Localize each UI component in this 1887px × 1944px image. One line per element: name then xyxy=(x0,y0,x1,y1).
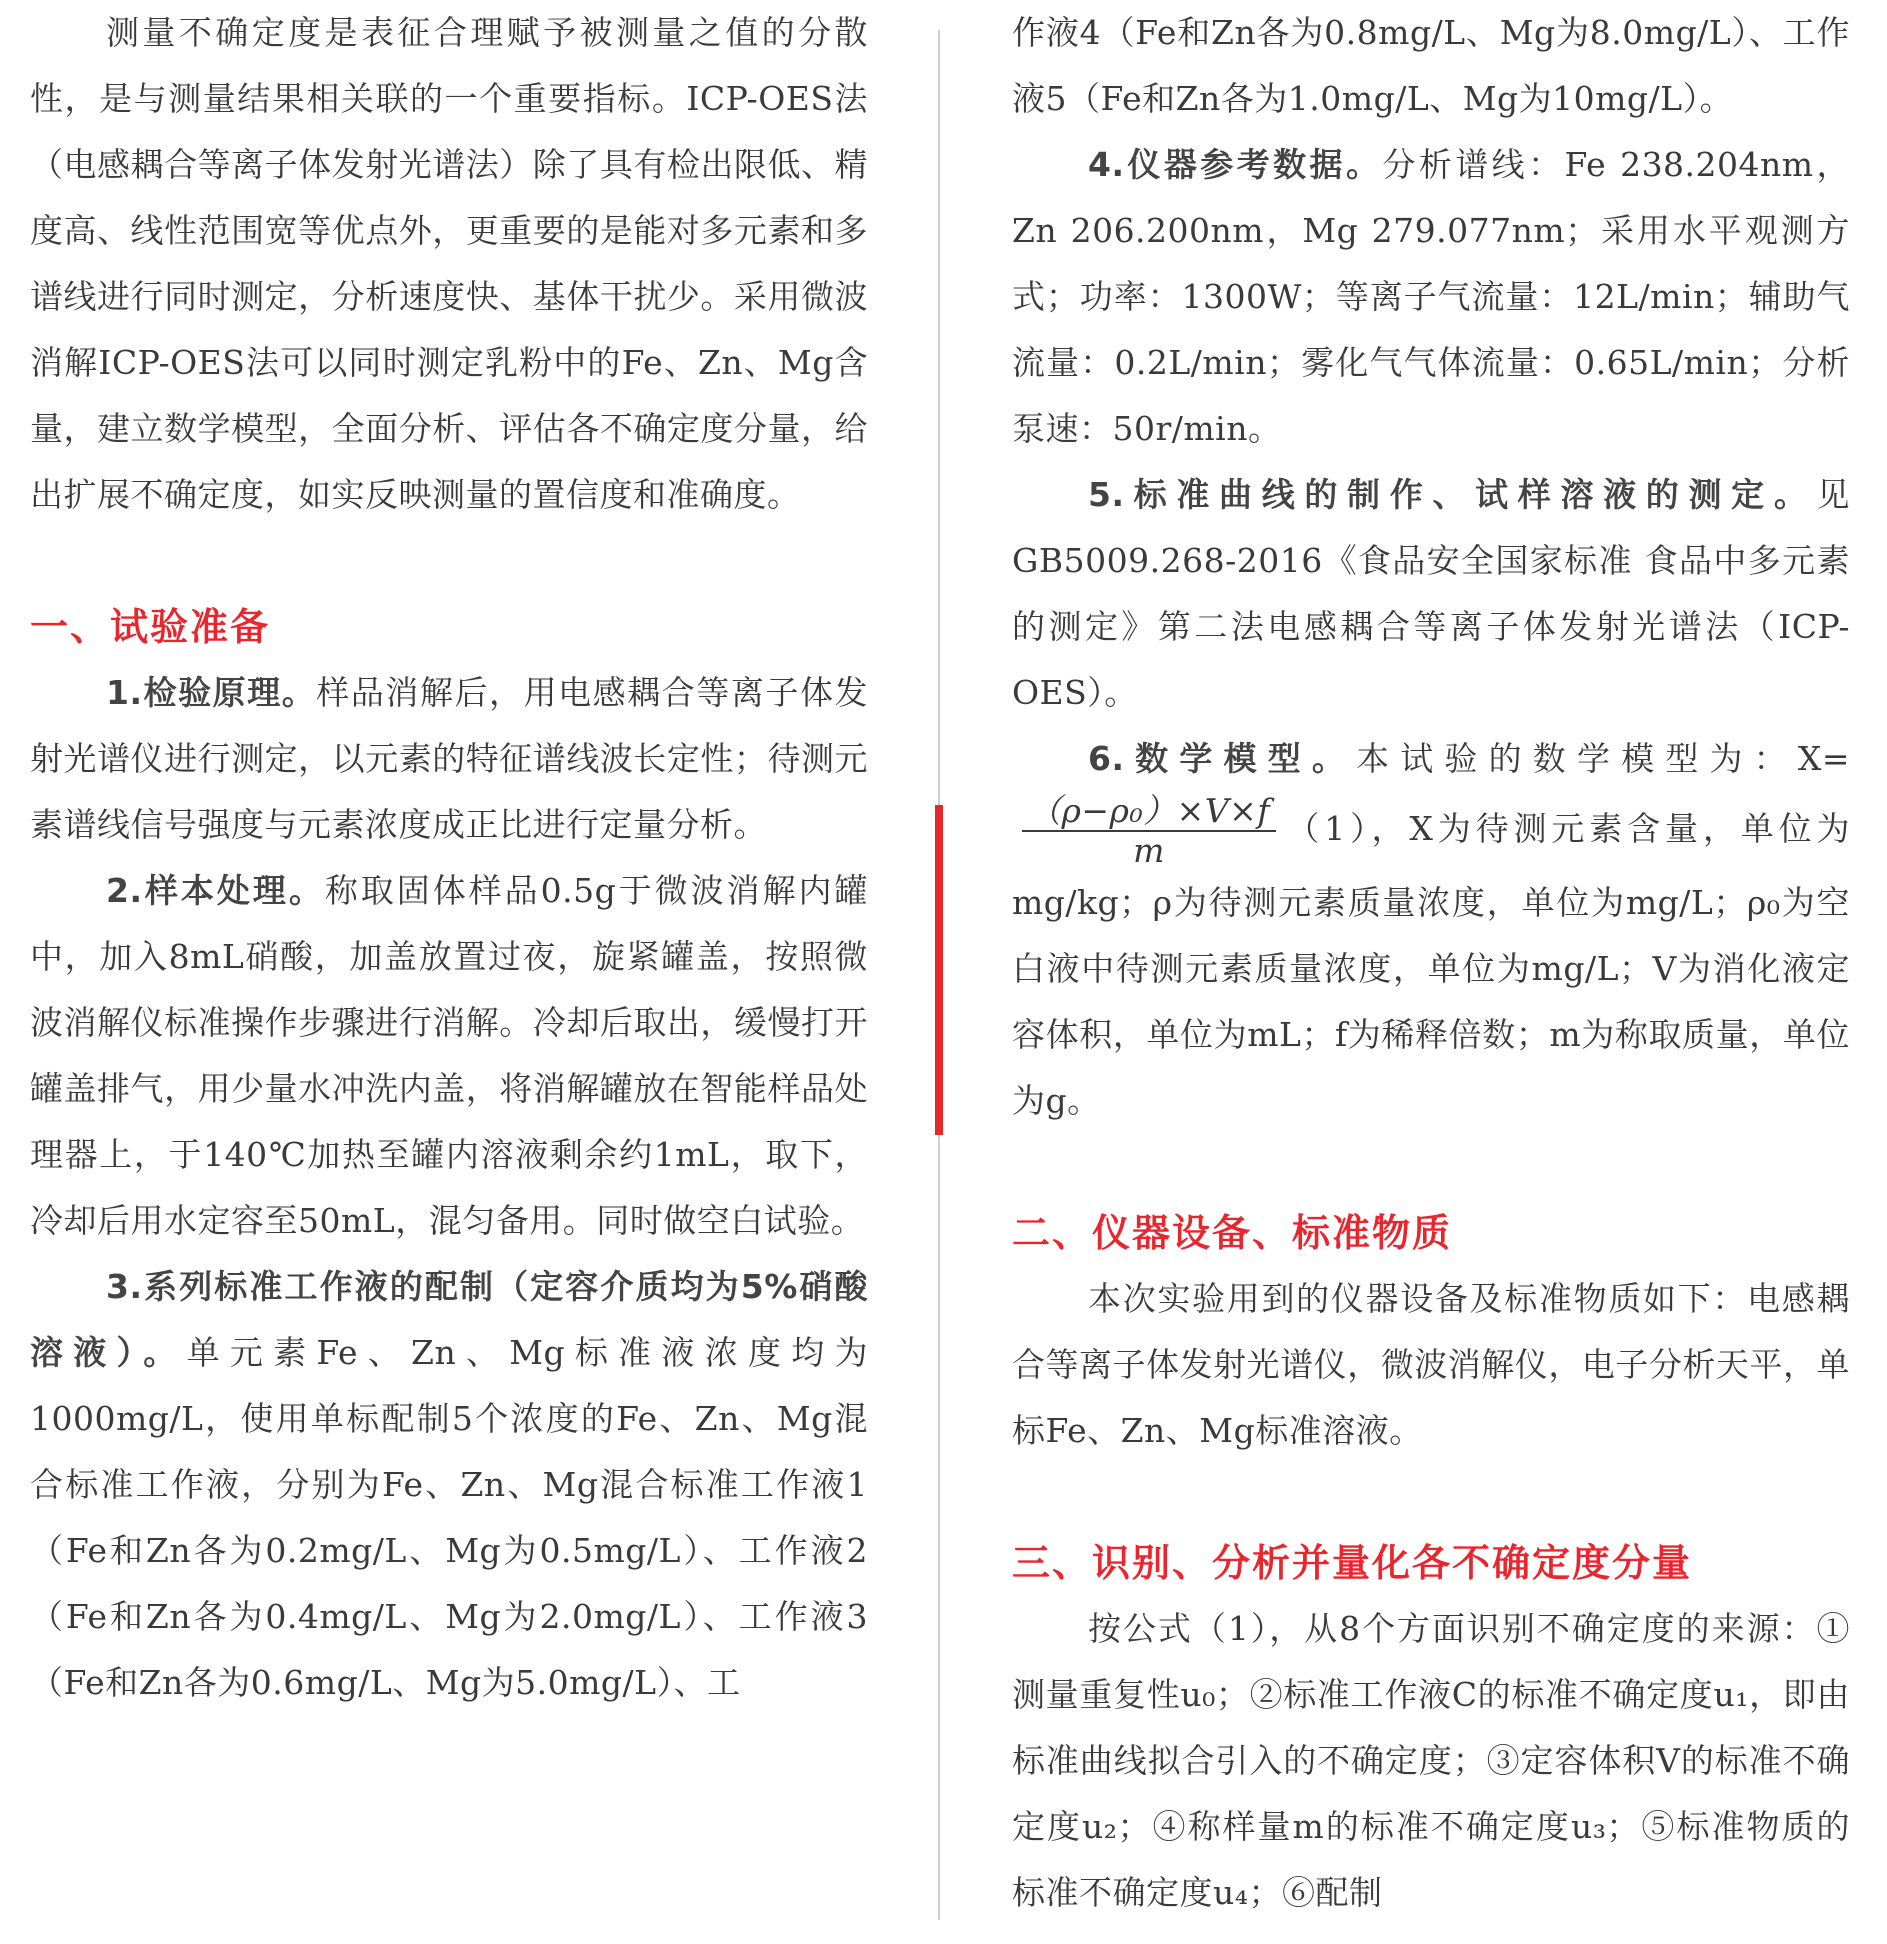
left-column xyxy=(30,0,868,1716)
paragraph-equipment: 本次实验用到的仪器设备及标准物质如下：电感耦合等离子体发射光谱仪，微波消解仪，电子分析天平，单标Fe、Zn、Mg标准溶液。 xyxy=(1012,1279,1850,1450)
paragraph-standards-heading: 3.系列标准工作液的配制（定容介质均为5%硝酸溶液）。 xyxy=(30,1267,868,1372)
paragraph-principle-heading: 1.检验原理。 xyxy=(106,673,317,712)
paragraph-instrument-body: 分析谱线：Fe 238.204nm，Zn 206.200nm，Mg 279.077nm；采用水平观测方式；功率：1300W；等离子气流量：12L/min；辅助气流量：0.2L/min；雾化气气体流量：0.65L/min；分析泵速：50r/min。 xyxy=(1012,145,1851,448)
paragraph-standards-continued: 作液4（Fe和Zn各为0.8mg/L、Mg为8.0mg/L）、工作液5（Fe和Zn各为1.0mg/L、Mg为10mg/L）。 xyxy=(1012,13,1850,118)
paragraph-model-body: （1），X为待测元素含量，单位为mg/kg；ρ为待测元素质量浓度，单位为mg/L；ρ₀为空白液中待测元素质量浓度，单位为mg/L；V为消化液定容体积，单位为mL；f为稀释倍数；m为称取质量，单位为g。 xyxy=(1012,809,1850,1120)
paragraph-curve-heading: 5.标准曲线的制作、试样溶液的测定。 xyxy=(1088,475,1817,514)
formula-denominator: m xyxy=(1133,831,1165,870)
section-spacer xyxy=(30,528,868,594)
section-3-title: 三、识别、分析并量化各不确定度分量 xyxy=(1012,1541,1693,1585)
section-2-title: 二、仪器设备、标准物质 xyxy=(1012,1211,1453,1255)
paragraph-curve xyxy=(1012,462,1850,726)
column-divider-accent xyxy=(935,805,943,1135)
intro-paragraph: 测量不确定度是表征合理赋予被测量之值的分散性，是与测量结果相关联的一个重要指标。ICP-OES法（电感耦合等离子体发射光谱法）除了具有检出限低、精度高、线性范围宽等优点外，更重要的是能对多元素和多谱线进行同时测定，分析速度快、基体干扰少。采用微波消解ICP-OES法可以同时测定乳粉中的Fe、Zn、Mg含量，建立数学模型，全面分析、评估各不确定度分量，给出扩展不确定度，如实反映测量的置信度和准确度。 xyxy=(30,13,868,514)
paragraph-principle xyxy=(30,660,868,858)
right-column xyxy=(1012,0,1850,1926)
paragraph-model xyxy=(1012,726,1850,1134)
section-spacer xyxy=(1012,1134,1850,1200)
paragraph-instrument-heading: 4.仪器参考数据。 xyxy=(1088,145,1383,184)
paragraph-sample-body: 称取固体样品0.5g于微波消解内罐中，加入8mL硝酸，加盖放置过夜，旋紧罐盖，按照微波消解仪标准操作步骤进行消解。冷却后取出，缓慢打开罐盖排气，用少量水冲洗内盖，将消解罐放在智能样品处理器上，于140℃加热至罐内溶液剩余约1mL，取下，冷却后用水定容至50mL，混匀备用。同时做空白试验。 xyxy=(30,871,869,1240)
paragraph-curve-body: 见GB5009.268-2016《食品安全国家标准 食品中多元素的测定》第二法电感耦合等离子体发射光谱法（ICP-OES）。 xyxy=(1012,475,1850,712)
section-1-title: 一、试验准备 xyxy=(30,605,271,649)
paragraph-standards-body: 单元素Fe、Zn、Mg标准液浓度均为1000mg/L，使用单标配制5个浓度的Fe、Zn、Mg混合标准工作液，分别为Fe、Zn、Mg混合标准工作液1（Fe和Zn各为0.2mg/L、Mg为0.5mg/L）、工作液2（Fe和Zn各为0.4mg/L、Mg为2.0mg/L）、工作液3（Fe和Zn各为0.6mg/L、Mg为5.0mg/L）、工 xyxy=(30,1333,868,1702)
paragraph-sample xyxy=(30,858,868,1254)
paragraph-uncertainty: 按公式（1），从8个方面识别不确定度的来源：①测量重复性u₀；②标准工作液C的标准不确定度u₁，即由标准曲线拟合引入的不确定度；③定容体积V的标准不确定度u₂；④称样量m的标准不确定度u₃；⑤标准物质的标准不确定度u₄；⑥配制 xyxy=(1012,1609,1850,1912)
section-spacer xyxy=(1012,1464,1850,1530)
paragraph-model-lead: 本试验的数学模型为：X= xyxy=(1356,739,1850,778)
paragraph-standards xyxy=(30,1254,868,1716)
paragraph-instrument xyxy=(1012,132,1850,462)
paragraph-sample-heading: 2.样本处理。 xyxy=(106,871,325,910)
paragraph-principle-body: 样品消解后，用电感耦合等离子体发射光谱仪进行测定，以元素的特征谱线波长定性；待测元素谱线信号强度与元素浓度成正比进行定量分析。 xyxy=(30,673,869,844)
paragraph-model-heading: 6.数学模型。 xyxy=(1088,739,1357,778)
formula-numerator: （ρ−ρ₀）×V×f xyxy=(1022,792,1276,832)
model-formula-fraction xyxy=(1022,792,1276,870)
